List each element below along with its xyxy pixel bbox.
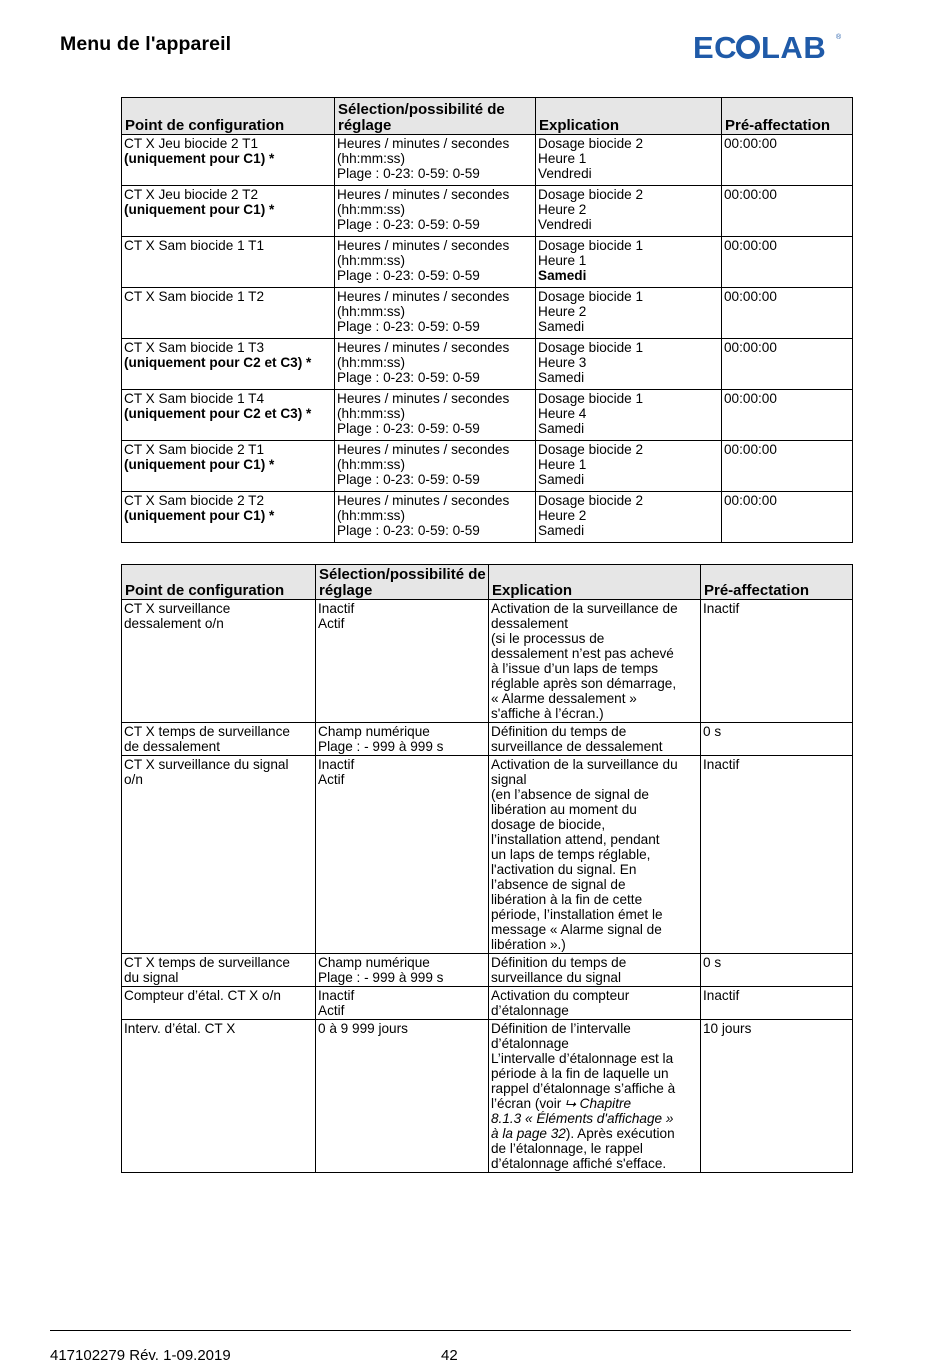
preset-cell: Inactif — [701, 600, 853, 723]
explanation-cell: Définition du temps de surveillance de dessalement — [489, 723, 701, 756]
explanation-cell: Dosage biocide 2 Heure 2 Samedi — [536, 492, 722, 543]
point-cell: CT X temps de surveillance du signal — [122, 954, 316, 987]
selection-cell: Heures / minutes / secondes (hh:mm:ss) Plage : 0-23: 0-59: 0-59 — [335, 288, 536, 339]
point-cell: CT X Sam biocide 1 T4 (uniquement pour C2 et C3) * — [122, 390, 335, 441]
preset-cell: 00:00:00 — [722, 492, 853, 543]
point-cell: Compteur d’étal. CT X o/n — [122, 987, 316, 1020]
document-reference: 417102279 Rév. 1-09.2019 — [50, 1347, 231, 1364]
selection-cell: Heures / minutes / secondes (hh:mm:ss) Plage : 0-23: 0-59: 0-59 — [335, 135, 536, 186]
selection-cell: Inactif Actif — [316, 756, 489, 954]
table-row — [122, 441, 853, 492]
table-row — [122, 600, 853, 723]
preset-cell: 00:00:00 — [722, 135, 853, 186]
selection-cell: 0 à 9 999 jours — [316, 1020, 489, 1173]
col-header-explanation: Explication — [489, 565, 701, 600]
selection-cell: Heures / minutes / secondes (hh:mm:ss) Plage : 0-23: 0-59: 0-59 — [335, 390, 536, 441]
preset-cell: 0 s — [701, 954, 853, 987]
point-cell: CT X Sam biocide 1 T3 (uniquement pour C2 et C3) * — [122, 339, 335, 390]
preset-cell: 00:00:00 — [722, 339, 853, 390]
config-table-schedule — [121, 97, 853, 543]
col-header-selection: Sélection/possibilité de réglage — [316, 565, 489, 600]
col-header-preset: Pré-affectation — [701, 565, 853, 600]
table-row — [122, 135, 853, 186]
preset-cell: Inactif — [701, 987, 853, 1020]
svg-text:®: ® — [836, 34, 842, 41]
point-cell: CT X surveillance du signal o/n — [122, 756, 316, 954]
svg-text:LAB: LAB — [761, 30, 827, 62]
chapter-link[interactable]: 8.1.3 « Éléments d'affichage » — [491, 1111, 674, 1126]
selection-cell: Heures / minutes / secondes (hh:mm:ss) Plage : 0-23: 0-59: 0-59 — [335, 492, 536, 543]
table-row — [122, 987, 853, 1020]
explanation-cell: Dosage biocide 2 Heure 2 Vendredi — [536, 186, 722, 237]
col-header-explanation: Explication — [536, 98, 722, 135]
selection-cell: Heures / minutes / secondes (hh:mm:ss) Plage : 0-23: 0-59: 0-59 — [335, 339, 536, 390]
page-title: Menu de l'appareil — [60, 33, 232, 55]
point-cell: CT X temps de surveillance de dessalement — [122, 723, 316, 756]
table-row — [122, 237, 853, 288]
svg-text:EC: EC — [693, 30, 738, 62]
col-header-preset: Pré-affectation — [722, 98, 853, 135]
explanation-cell: Dosage biocide 2 Heure 1 Samedi — [536, 441, 722, 492]
selection-cell: Heures / minutes / secondes (hh:mm:ss) Plage : 0-23: 0-59: 0-59 — [335, 237, 536, 288]
explanation-cell: Définition du temps de surveillance du signal — [489, 954, 701, 987]
selection-cell: Champ numérique Plage : - 999 à 999 s — [316, 954, 489, 987]
selection-cell: Heures / minutes / secondes (hh:mm:ss) Plage : 0-23: 0-59: 0-59 — [335, 186, 536, 237]
preset-cell: 00:00:00 — [722, 186, 853, 237]
table-row — [122, 186, 853, 237]
ecolab-logo — [693, 30, 843, 62]
selection-cell: Inactif Actif — [316, 987, 489, 1020]
point-cell: CT X Jeu biocide 2 T1 (uniquement pour C1) * — [122, 135, 335, 186]
explanation-cell: Dosage biocide 1 Heure 4 Samedi — [536, 390, 722, 441]
point-cell: CT X Sam biocide 1 T2 — [122, 288, 335, 339]
explanation-cell: Dosage biocide 1 Heure 1 Samedi — [536, 237, 722, 288]
table-row — [122, 390, 853, 441]
explanation-cell: Dosage biocide 1 Heure 2 Samedi — [536, 288, 722, 339]
preset-cell: 10 jours — [701, 1020, 853, 1173]
link-arrow-icon: ⮡ — [565, 1096, 576, 1111]
chapter-link[interactable]: Chapitre — [575, 1096, 632, 1111]
explanation-cell: Définition de l’intervalle d’étalonnage L’intervalle d’étalonnage est la période à la fin de laquelle un rappel d’étalonnage s’affiche à l’écran (voir ⮡ Chapitre 8.1.3 « Éléments d'affichage » à la page 32). Après exécution de l’étalonnage, le rappel d’étalonnage affiché s'efface. — [489, 1020, 701, 1173]
table-row — [122, 492, 853, 543]
explanation-cell: Dosage biocide 2 Heure 1 Vendredi — [536, 135, 722, 186]
explanation-cell: Activation du compteur d’étalonnage — [489, 987, 701, 1020]
col-header-selection: Sélection/possibilité de réglage — [335, 98, 536, 135]
footer-divider — [50, 1330, 851, 1331]
explanation-cell: Activation de la surveillance de dessalement (si le processus de dessalement n’est pas achevé à l’issue d’un laps de temps réglable après son démarrage, « Alarme dessalement » s'affiche à l’écran.) — [489, 600, 701, 723]
config-table-monitoring — [121, 564, 853, 1173]
table-row — [122, 756, 853, 954]
preset-cell: 00:00:00 — [722, 441, 853, 492]
point-cell: CT X Sam biocide 2 T1 (uniquement pour C1) * — [122, 441, 335, 492]
point-cell: CT X surveillance dessalement o/n — [122, 600, 316, 723]
point-cell: CT X Sam biocide 1 T1 — [122, 237, 335, 288]
col-header-point: Point de configuration — [122, 98, 335, 135]
point-cell: Interv. d’étal. CT X — [122, 1020, 316, 1173]
point-cell: CT X Sam biocide 2 T2 (uniquement pour C1) * — [122, 492, 335, 543]
table-header-row — [122, 98, 853, 135]
point-cell: CT X Jeu biocide 2 T2 (uniquement pour C1) * — [122, 186, 335, 237]
col-header-point: Point de configuration — [122, 565, 316, 600]
selection-cell: Inactif Actif — [316, 600, 489, 723]
table-row — [122, 723, 853, 756]
preset-cell: Inactif — [701, 756, 853, 954]
selection-cell: Champ numérique Plage : - 999 à 999 s — [316, 723, 489, 756]
preset-cell: 00:00:00 — [722, 288, 853, 339]
page-number: 42 — [441, 1347, 458, 1364]
table-row — [122, 339, 853, 390]
preset-cell: 00:00:00 — [722, 390, 853, 441]
table-row — [122, 954, 853, 987]
explanation-cell: Activation de la surveillance du signal (en l’absence de signal de libération au moment du dosage de biocide, l’installation attend, pendant un laps de temps réglable, l'activation du signal. En l’absence de signal de libération à la fin de cette période, l’installation émet le message « Alarme signal de libération ».) — [489, 756, 701, 954]
page-link[interactable]: à la page 32 — [491, 1126, 566, 1141]
preset-cell: 0 s — [701, 723, 853, 756]
table-row — [122, 1020, 853, 1173]
selection-cell: Heures / minutes / secondes (hh:mm:ss) Plage : 0-23: 0-59: 0-59 — [335, 441, 536, 492]
table-row — [122, 288, 853, 339]
preset-cell: 00:00:00 — [722, 237, 853, 288]
explanation-cell: Dosage biocide 1 Heure 3 Samedi — [536, 339, 722, 390]
table-header-row — [122, 565, 853, 600]
